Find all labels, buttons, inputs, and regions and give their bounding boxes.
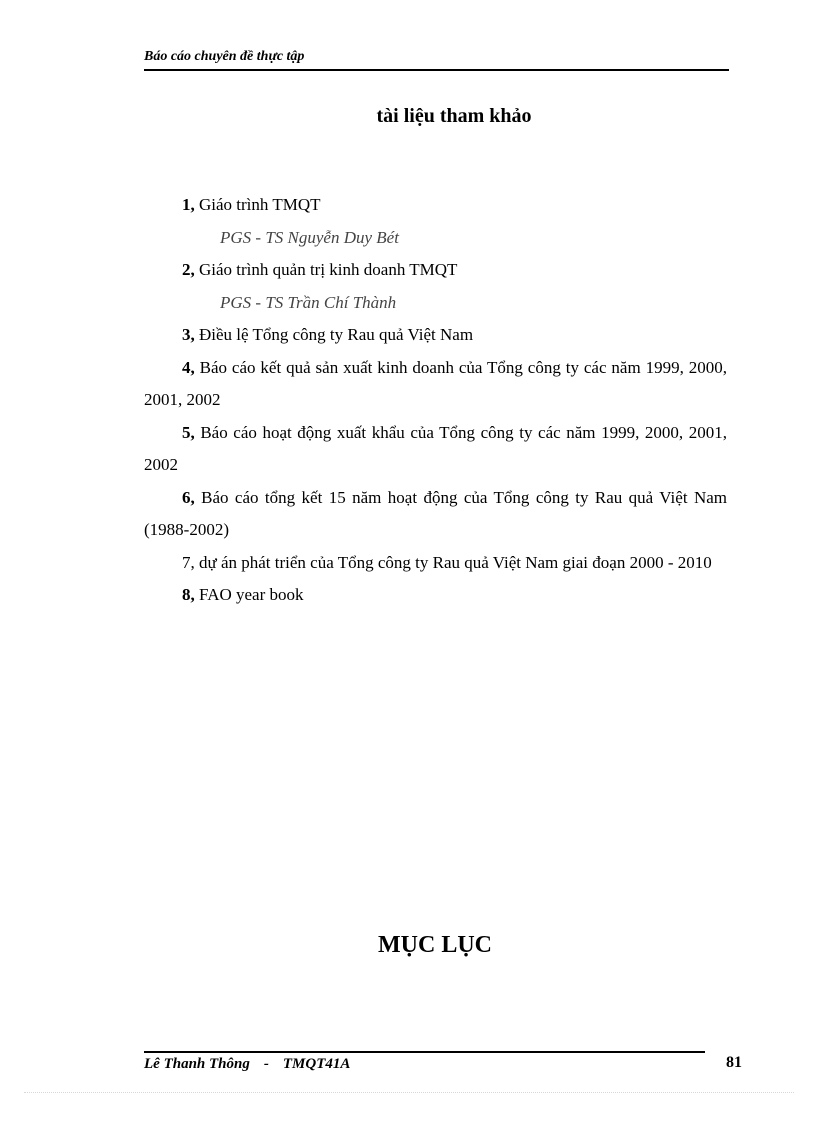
reference-item — [144, 319, 727, 352]
reference-author: PGS - TS Trần Chí Thành — [220, 292, 397, 312]
reference-number: 3, — [182, 325, 195, 344]
reference-text: Giáo trình quản trị kinh doanh TMQT — [194, 260, 458, 279]
reference-item — [144, 254, 727, 319]
reference-item — [144, 417, 727, 482]
reference-item — [144, 189, 727, 254]
footer-author-line — [144, 1056, 350, 1073]
toc-title: MỤC LỤC — [378, 932, 492, 958]
reference-number: 8, — [182, 585, 195, 604]
footer-separator: - — [263, 1056, 269, 1072]
reference-text: Báo cáo hoạt động xuất khẩu của Tổng công ty các năm 1999, 2000, 2001, 2002 — [144, 422, 727, 474]
reference-number: 5, — [182, 422, 195, 442]
page-number: 81 — [726, 1054, 742, 1071]
reference-number: 6, — [182, 487, 195, 507]
reference-number: 2, — [182, 260, 195, 279]
footer-class-code: TMQT41A — [282, 1056, 351, 1072]
reference-text: Điều lệ Tổng công ty Rau quả Việt Nam — [194, 325, 474, 344]
reference-list — [144, 189, 727, 612]
reference-text: dự án phát triển của Tổng công ty Rau quả Việt Nam giai đoạn 2000 - 2010 — [194, 552, 712, 572]
reference-number: 7, — [182, 552, 195, 572]
running-header: Báo cáo chuyên đề thực tập — [144, 49, 305, 64]
header-rule — [144, 69, 729, 71]
footer-author: Lê Thanh Thông — [144, 1056, 250, 1072]
page-title: tài liệu tham khảo — [376, 105, 532, 127]
footer-rule — [144, 1051, 705, 1053]
reference-author: PGS - TS Nguyễn Duy Bét — [220, 227, 399, 247]
page-edge-divider — [24, 1092, 794, 1093]
reference-text: Giáo trình TMQT — [194, 195, 321, 214]
reference-text: Báo cáo kết quả sản xuất kinh doanh của Tổng công ty các năm 1999, 2000, 2001, 2002 — [144, 357, 727, 409]
reference-item — [144, 547, 727, 580]
reference-number: 1, — [182, 195, 195, 214]
reference-number: 4, — [182, 357, 195, 377]
reference-text: Báo cáo tổng kết 15 năm hoạt động của Tổng công ty Rau quả Việt Nam (1988-2002) — [144, 487, 727, 539]
reference-text: FAO year book — [194, 585, 304, 604]
reference-item — [144, 579, 727, 612]
reference-item — [144, 482, 727, 547]
reference-item — [144, 352, 727, 417]
